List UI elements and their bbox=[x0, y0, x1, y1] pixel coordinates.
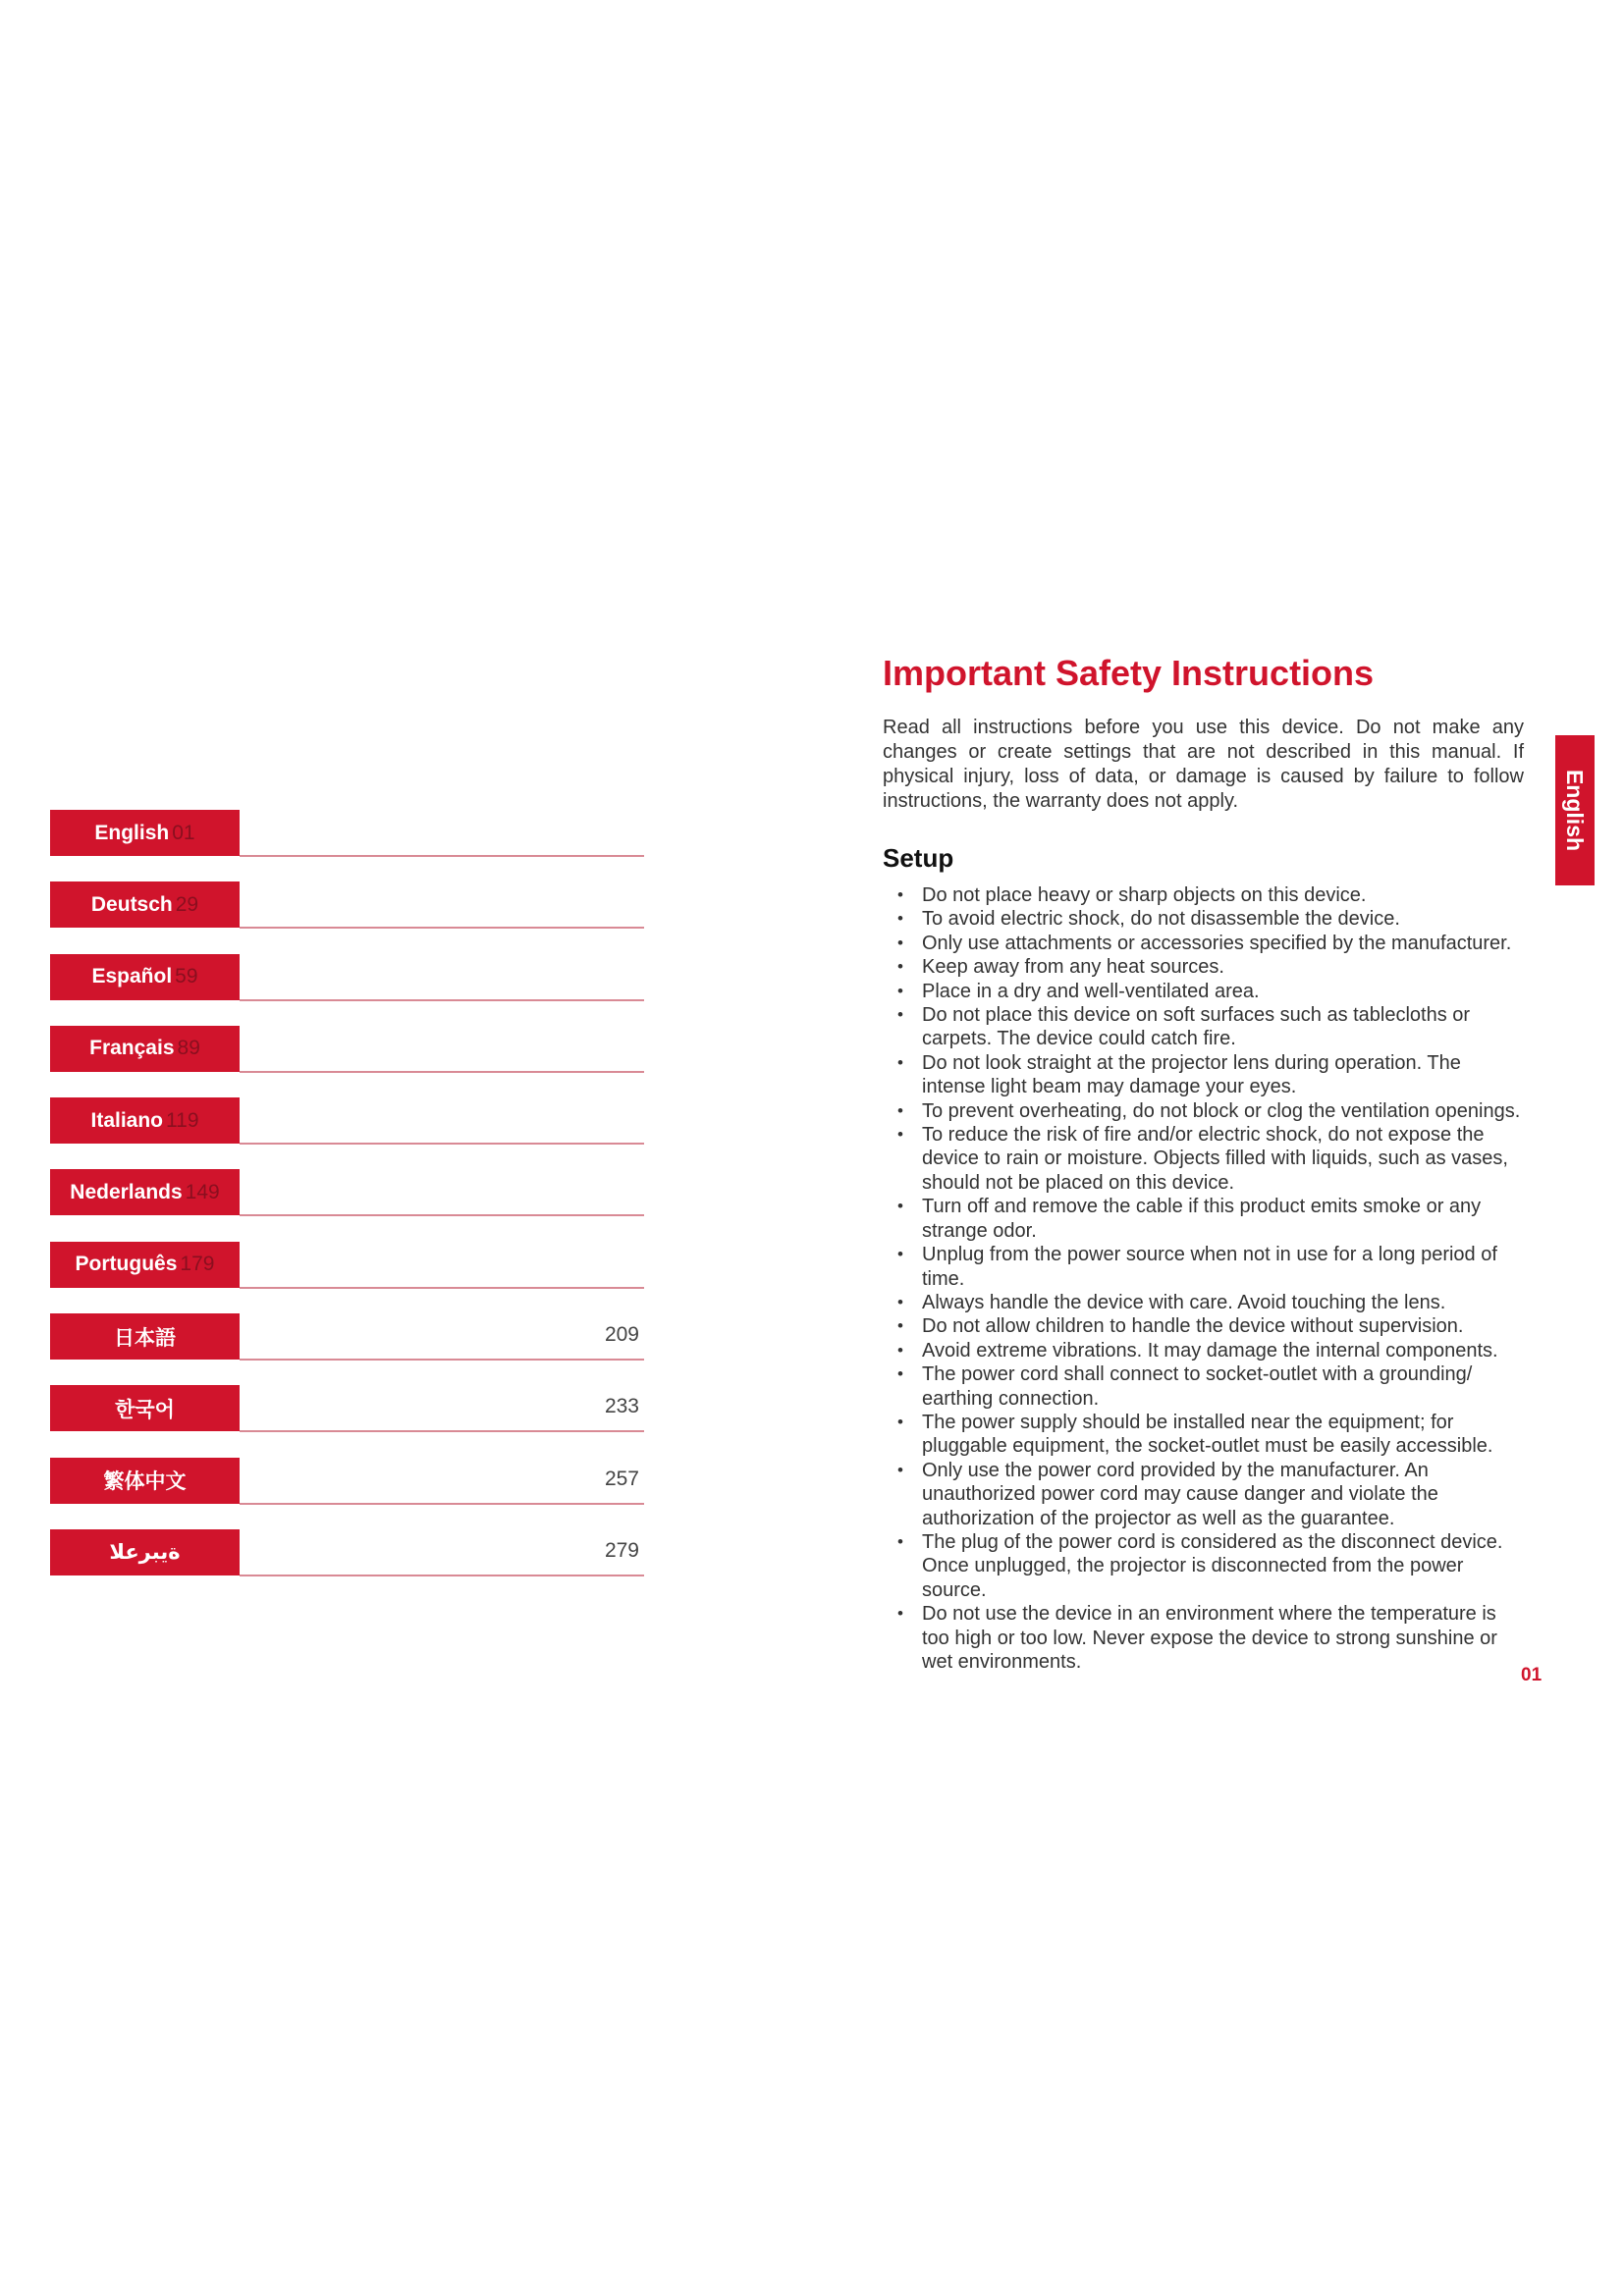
toc-divider-line bbox=[240, 927, 644, 929]
toc-row[interactable] bbox=[50, 1242, 644, 1313]
page-number: 01 bbox=[1521, 1665, 1543, 1685]
toc-row[interactable] bbox=[50, 810, 644, 881]
toc-language-label: 繁体中文 bbox=[103, 1470, 187, 1494]
language-table-of-contents bbox=[50, 810, 644, 1601]
toc-page-number: 119 bbox=[166, 1108, 199, 1132]
toc-language-label: Italiano bbox=[90, 1108, 164, 1132]
toc-page-number: 179 bbox=[180, 1253, 215, 1276]
toc-row[interactable] bbox=[50, 881, 644, 953]
toc-language-tab[interactable] bbox=[50, 1169, 240, 1215]
setup-list-item: • The power supply should be installed near the equipment; for pluggable equipment, the socket-outlet must be easily accessible. bbox=[883, 1411, 1524, 1459]
setup-list-item: • Do not look straight at the projector lens during operation. The intense light beam may damage your eyes. bbox=[883, 1051, 1524, 1099]
toc-language-label: 日本語 bbox=[114, 1326, 176, 1350]
toc-divider-line bbox=[240, 1430, 644, 1432]
setup-list-item: • Do not use the device in an environment where the temperature is too high or too low. Never expose the device to strong sunshine or wet environments. bbox=[883, 1602, 1524, 1674]
toc-language-label: Português bbox=[75, 1253, 178, 1276]
toc-page-number: 257 bbox=[604, 1467, 639, 1490]
setup-list-item: • Do not place this device on soft surfaces such as tablecloths or carpets. The device could catch fire. bbox=[883, 1003, 1524, 1051]
setup-list-item: • To prevent overheating, do not block or clog the ventilation openings. bbox=[883, 1099, 1524, 1123]
setup-list-item: • Always handle the device with care. Avoid touching the lens. bbox=[883, 1291, 1524, 1314]
setup-list-item: • To avoid electric shock, do not disassemble the device. bbox=[883, 907, 1524, 931]
toc-divider-line bbox=[240, 1214, 644, 1216]
toc-language-label: Deutsch bbox=[90, 892, 173, 916]
toc-language-label: ةيبرعلا bbox=[109, 1540, 181, 1564]
toc-row[interactable] bbox=[50, 1313, 644, 1385]
setup-list-item: • Unplug from the power source when not in use for a long period of time. bbox=[883, 1243, 1524, 1291]
toc-divider-line bbox=[240, 1359, 644, 1361]
setup-list-item: • Keep away from any heat sources. bbox=[883, 955, 1524, 979]
language-side-tab bbox=[1555, 735, 1595, 885]
toc-page-number: 279 bbox=[604, 1538, 639, 1562]
toc-language-tab[interactable] bbox=[50, 1242, 240, 1288]
setup-list-item: • Turn off and remove the cable if this product emits smoke or any strange odor. bbox=[883, 1195, 1524, 1243]
toc-page-number: 149 bbox=[185, 1180, 220, 1203]
toc-divider-line bbox=[240, 1287, 644, 1289]
toc-row[interactable] bbox=[50, 1026, 644, 1097]
toc-page-number: 29 bbox=[175, 892, 199, 916]
toc-language-label: Français bbox=[89, 1037, 175, 1060]
setup-list-item: • Only use the power cord provided by the manufacturer. An unauthorized power cord may cause danger and violate the authorization of the projector as well as the guarantee. bbox=[883, 1459, 1524, 1530]
toc-divider-line bbox=[240, 1071, 644, 1073]
toc-language-tab[interactable] bbox=[50, 1385, 240, 1431]
toc-language-label: 한국어 bbox=[115, 1398, 175, 1421]
toc-row[interactable] bbox=[50, 1169, 644, 1241]
setup-list-item: • Only use attachments or accessories specified by the manufacturer. bbox=[883, 932, 1524, 955]
setup-list-item: • Do not place heavy or sharp objects on this device. bbox=[883, 883, 1524, 907]
toc-page-number: 209 bbox=[604, 1323, 639, 1347]
toc-divider-line bbox=[240, 999, 644, 1001]
toc-language-tab[interactable] bbox=[50, 810, 240, 856]
toc-divider-line bbox=[240, 1143, 644, 1145]
side-tab-label: English bbox=[1562, 769, 1589, 852]
setup-list-item: • The power cord shall connect to socket-outlet with a grounding/ earthing connection. bbox=[883, 1362, 1524, 1411]
safety-content bbox=[883, 653, 1524, 1674]
toc-page-number: 01 bbox=[172, 821, 195, 844]
toc-divider-line bbox=[240, 1503, 644, 1505]
setup-heading: Setup bbox=[883, 843, 954, 873]
toc-language-label: Español bbox=[91, 965, 173, 988]
toc-row[interactable] bbox=[50, 954, 644, 1026]
setup-list-item: • Place in a dry and well-ventilated area. bbox=[883, 980, 1524, 1003]
setup-list-item: • The plug of the power cord is considered as the disconnect device. Once unplugged, the projector is disconnected from the power source. bbox=[883, 1530, 1524, 1602]
toc-divider-line bbox=[240, 855, 644, 857]
toc-language-tab[interactable] bbox=[50, 1458, 240, 1504]
toc-language-tab[interactable] bbox=[50, 954, 240, 1000]
intro-paragraph: Read all instructions before you use this device. Do not make any changes or create settings that are not described in this manual. If physical injury, loss of data, or damage is caused by failure to follow instructions, the warranty does not apply. bbox=[883, 717, 1524, 812]
setup-list-item: • Avoid extreme vibrations. It may damage the internal components. bbox=[883, 1339, 1524, 1362]
toc-language-tab[interactable] bbox=[50, 1026, 240, 1072]
setup-list-item: • Do not allow children to handle the device without supervision. bbox=[883, 1314, 1524, 1338]
toc-language-tab[interactable] bbox=[50, 881, 240, 928]
toc-page-number: 233 bbox=[604, 1395, 639, 1418]
toc-divider-line bbox=[240, 1575, 644, 1576]
toc-language-label: English bbox=[94, 821, 170, 844]
setup-list bbox=[883, 883, 1524, 1674]
setup-list-item: • To reduce the risk of fire and/or electric shock, do not expose the device to rain or moisture. Objects filled with liquids, such as vases, should not be placed on this device. bbox=[883, 1123, 1524, 1195]
toc-language-tab[interactable] bbox=[50, 1529, 240, 1575]
toc-language-tab[interactable] bbox=[50, 1097, 240, 1144]
toc-row[interactable] bbox=[50, 1529, 644, 1601]
toc-row[interactable] bbox=[50, 1097, 644, 1169]
toc-language-label: Nederlands bbox=[70, 1180, 183, 1203]
page-title: Important Safety Instructions bbox=[883, 653, 1375, 693]
toc-page-number: 89 bbox=[177, 1037, 200, 1060]
toc-row[interactable] bbox=[50, 1385, 644, 1457]
toc-row[interactable] bbox=[50, 1458, 644, 1529]
toc-page-number: 59 bbox=[175, 965, 198, 988]
toc-language-tab[interactable] bbox=[50, 1313, 240, 1360]
